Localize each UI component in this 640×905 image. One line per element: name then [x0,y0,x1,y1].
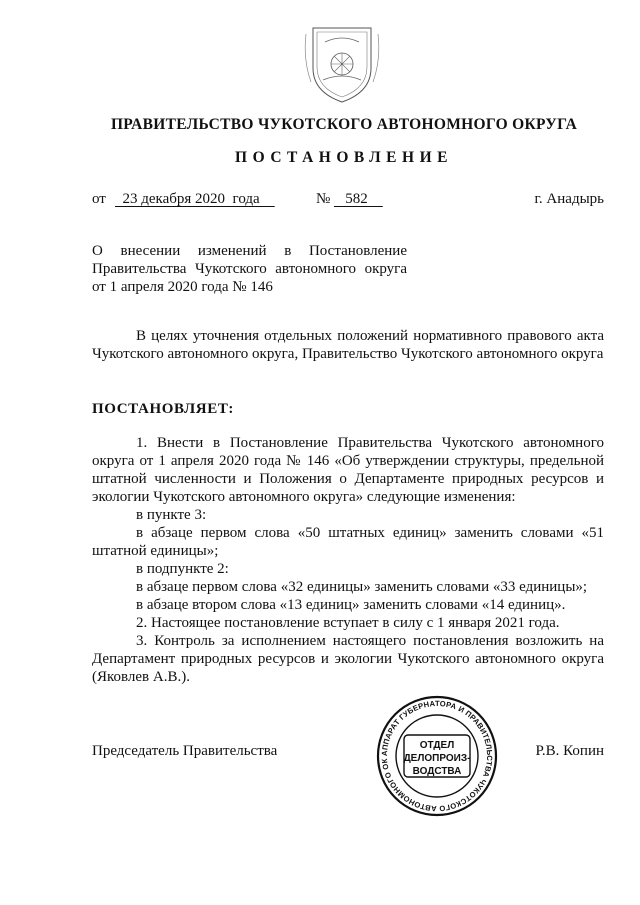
item-3-paragraph: 3. Контроль за исполнением настоящего постановления возложить на Департамент природных ресурсов и экологии Чукотского автономного округа (Яковлев А.В.). [92,633,604,685]
document-type-title: ПОСТАНОВЛЕНИЕ [235,149,453,166]
city: г. Анадырь [534,191,604,207]
stamp-line-3: ВОДСТВА [412,766,462,777]
item-1-point-3: в пункте 3: [136,507,207,523]
signatory-position: Председатель Правительства [92,743,278,759]
office-stamp [376,695,498,817]
document-subject: О внесении изменений в Постановление Правительства Чукотского автономного округа от 1 апреля 2020 года № 146 [92,243,407,295]
stamp-line-1: ОТДЕЛ [419,740,455,751]
preamble-paragraph: В целях уточнения отдельных положений нормативного правового акта Чукотского автономного округа, Правительство Чукотского автономного округа [92,328,604,362]
item-1-point-3-change: в абзаце первом слова «50 штатных единиц» заменить словами «51 штатной единицы»; [92,525,604,559]
item-2-paragraph: 2. Настоящее постановление вступает в силу с 1 января 2021 года. [136,615,560,631]
document-date: 23 декабря 2020 года [115,191,275,207]
svg-text:АППАРАТ ГУБЕРНАТОРА И ПРАВИТЕЛ: АППАРАТ ГУБЕРНАТОРА И ПРАВИТЕЛЬСТВА ЧУКОТСКОГО АВТОНОМНОГО ОК [379,698,495,814]
resolves-heading: ПОСТАНОВЛЯЕТ: [92,401,235,417]
item-1-subpoint-2: в подпункте 2: [136,561,229,577]
signatory-name: Р.В. Копин [535,743,604,759]
document-number: 582 [334,191,383,207]
date-prefix: от [92,191,106,207]
number-label: № [316,191,331,207]
coat-of-arms-icon [303,20,381,106]
stamp-line-2: ДЕЛОПРОИЗ- [403,753,471,764]
item-1-subpoint-2-change-2: в абзаце втором слова «13 единиц» заменить словами «14 единиц». [136,597,566,613]
item-1-paragraph: 1. Внести в Постановление Правительства Чукотского автономного округа от 1 апреля 2020 года № 146 «Об утверждении структуры, предельной штатной численности и Положения о Департаменте природных ресурсов и экологии Чукотского автономного округа» следующие изменения: [92,435,604,505]
item-1-subpoint-2-change-1: в абзаце первом слова «32 единицы» заменить словами «33 единицы»; [136,579,588,595]
government-title: ПРАВИТЕЛЬСТВО ЧУКОТСКОГО АВТОНОМНОГО ОКРУГА [110,116,578,133]
